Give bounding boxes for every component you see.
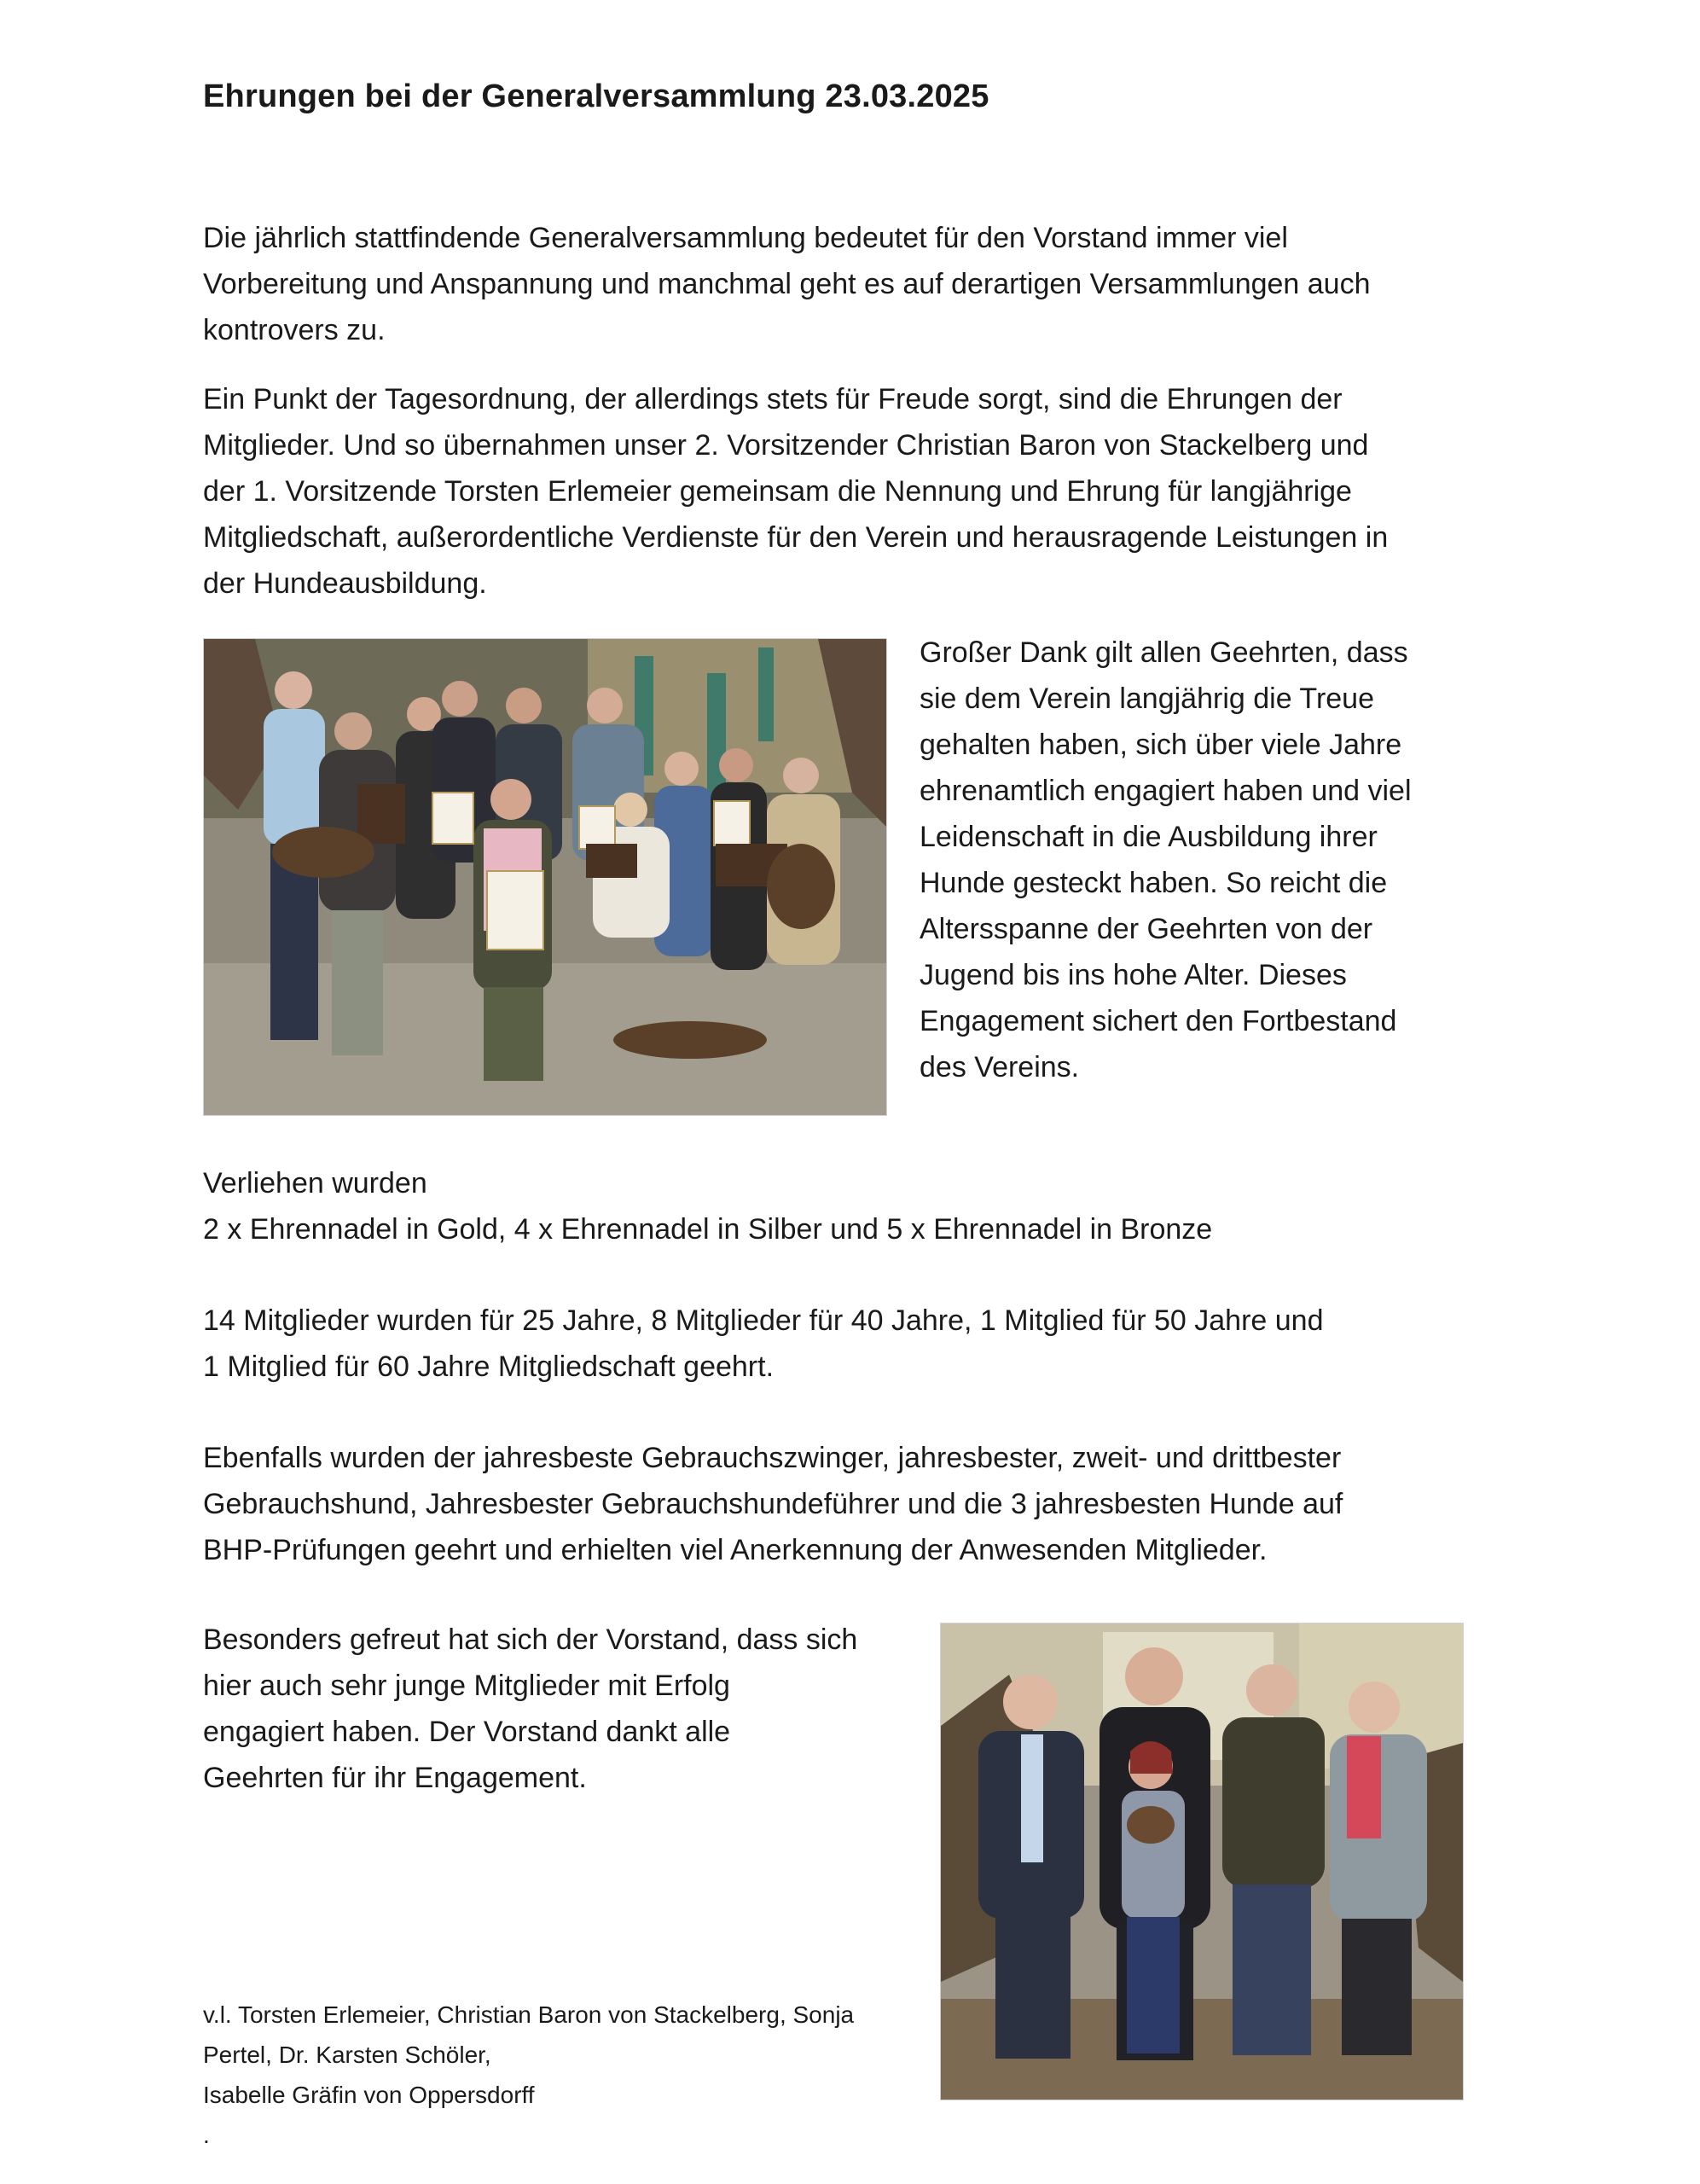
paragraph-young: Besonders gefreut hat sich der Vorstand, dass sich hier auch sehr junge Mitglieder mit Erfolg engagiert haben. Der Vorstand dankt alle Geehrten für ihr Engagement. bbox=[203, 1623, 858, 1794]
page-title: Ehrungen bei der Generalversammlung 23.03.2025 bbox=[203, 78, 989, 114]
group-photo-honorees bbox=[203, 638, 887, 1116]
board-photo bbox=[940, 1623, 1464, 2100]
paragraph-members: 14 Mitglieder wurden für 25 Jahre, 8 Mitglieder für 40 Jahre, 1 Mitglied für 50 Jahre und 1 Mitglied für 60 Jahre Mitgliedschaft geehrt. bbox=[203, 1304, 1324, 1383]
paragraph-awarded: Verliehen wurden 2 x Ehrennadel in Gold, 4 x Ehrennadel in Silber und 5 x Ehrennadel in Bronze bbox=[203, 1167, 1213, 1246]
paragraph-thanks: Großer Dank gilt allen Geehrten, dass sie dem Verein langjährig die Treue gehalten haben, sich über viele Jahre ehrenamtlich engagiert haben und viel Leidenschaft in die Ausbildung ihrer Hunde gesteckt haben. So reicht die Altersspanne der Geehrten von der Jugend bis ins hohe Alter. Dieses Engagement sichert den Fortbestand des Vereins. bbox=[920, 636, 1412, 1083]
paragraph-intro: Die jährlich stattfindende Generalversammlung bedeutet für den Vorstand immer viel Vorbereitung und Anspannung und manchmal geht es auf derartigen Versammlungen auch kontrovers zu. bbox=[203, 222, 1371, 346]
paragraph-agenda: Ein Punkt der Tagesordnung, der allerdings stets für Freude sorgt, sind die Ehrungen der Mitglieder. Und so übernahmen unser 2. Vorsitzender Christian Baron von Stackelberg und der 1. Vorsitzende Torsten Erlemeier gemeinsam die Nennung und Ehrung für langjährige Mitgliedschaft, außerordentliche Verdienste für den Verein und herausragende Leistungen in der Hundeausbildung. bbox=[203, 383, 1389, 600]
paragraph-best: Ebenfalls wurden der jahresbeste Gebrauchszwinger, jahresbester, zweit- und drittbester Gebrauchshund, Jahresbester Gebrauchshundeführer und die 3 jahresbesten Hunde auf BHP-Prüfungen geehrt und erhielten viel Anerkennung der Anwesenden Mitglieder. bbox=[203, 1442, 1343, 1566]
photo-caption: v.l. Torsten Erlemeier, Christian Baron von Stackelberg, Sonja Pertel, Dr. Karsten Schöler, Isabelle Gräfin von Oppersdorff . bbox=[203, 2001, 855, 2148]
